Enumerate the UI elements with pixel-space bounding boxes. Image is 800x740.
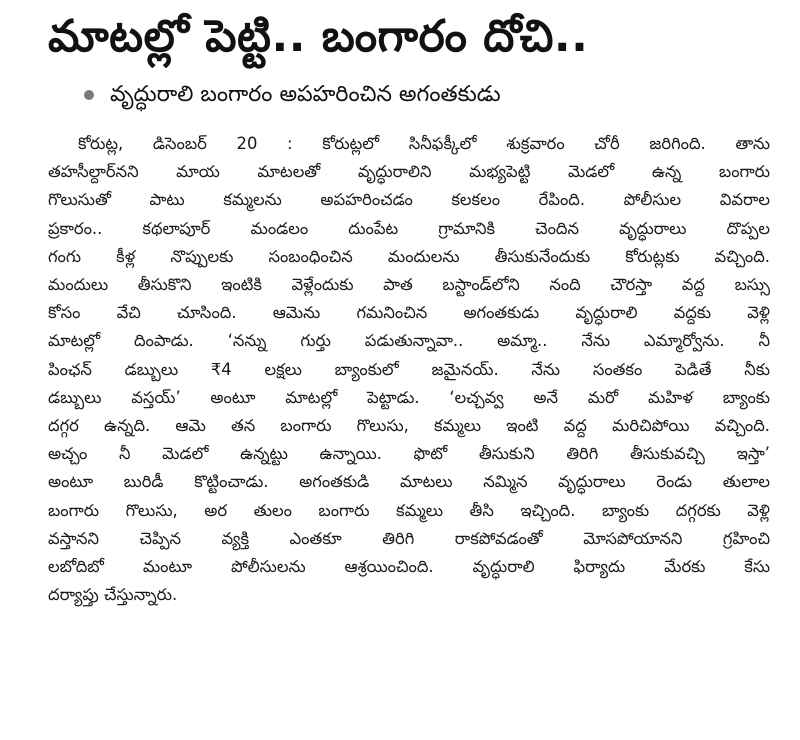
headline: మాటల్లో పెట్టి.. బంగారం దోచి..	[48, 11, 589, 62]
body-line: బంగారు గొలుసు, అర తులం బంగారు కమ్మలు తీసి ఇచ్చింది. బ్యాంకు దగ్గరకు వెళ్లి	[48, 500, 770, 520]
news-article	[48, 6, 770, 609]
body-line: దగ్గర ఉన్నది. ఆమె తన బంగారు గొలుసు, కమ్మలు ఇంటి వద్ద మరిచిపోయి వచ్చింది.	[48, 416, 770, 436]
subheadline-row	[48, 74, 770, 116]
body-line: వస్తానని చెప్పిన వ్యక్తి ఎంతకూ తిరిగి రాకపోవడంతో మోసపోయానని గ్రహించి	[48, 528, 770, 548]
body-line: మందులు తీసుకొని ఇంటికి వెళ్లేందుకు పాత బస్టాండ్‌లోని నంది చౌరస్తా వద్ద బస్సు	[48, 275, 770, 295]
body-line: దర్యాప్తు చేస్తున్నారు.	[48, 585, 178, 605]
body-line: తహసీల్దార్‌నని మాయ మాటలతో వృద్ధురాలిని మభ్యపెట్టి మెడలో ఉన్న బంగారు	[48, 162, 770, 182]
body-line: ప్రకారం.. కథలాపూర్ మండలం దుంపేట గ్రామానికి చెందిన వృద్ధురాలు దొప్పల	[48, 218, 770, 238]
subheadline: వృద్ధురాలి బంగారం అపహరించిన అగంతకుడు	[110, 82, 501, 107]
body-line: గొలుసుతో పాటు కమ్మలను అపహరించడం కలకలం రేపింది. పోలీసుల వివరాల	[48, 190, 770, 210]
body-line: డబ్బులు వస్తయ్’ అంటూ మాటల్లో పెట్టాడు. ‘లచ్చవ్వ అనే మరో మహిళ బ్యాంకు	[48, 387, 770, 407]
body-line: మాటల్లో దింపాడు. ‘నన్ను గుర్తు పడుతున్నావా.. అమ్మా.. నేను ఎమ్మార్వోను. నీ	[48, 331, 770, 351]
article-body	[48, 130, 770, 609]
body-line: లబోదిబో మంటూ పోలీసులను ఆశ్రయించింది. వృద్ధురాలి ఫిర్యాదు మేరకు కేసు	[48, 557, 770, 577]
bullet-icon	[84, 90, 94, 100]
body-line: గంగు కీళ్ల నొప్పులకు సంబంధించిన మందులను తీసుకునేందుకు కోరుట్లకు వచ్చింది.	[48, 246, 770, 266]
body-line: కోసం వేచి చూసింది. ఆమెను గమనించిన అగంతకుడు వృద్ధురాలి వద్దకు వెళ్లి	[48, 303, 770, 323]
body-line: అంటూ బురిడీ కొట్టించాడు. అగంతకుడి మాటలు నమ్మిన వృద్ధురాలు రెండు తులాల	[48, 472, 770, 492]
body-line: కోరుట్ల, డిసెంబర్ 20 : కోరుట్లలో సినీఫక్కీలో శుక్రవారం చోరీ జరిగింది. తాను	[78, 134, 770, 153]
body-line: పింఛన్ డబ్బులు ₹4 లక్షలు బ్యాంకులో జమైనయ్. నేను సంతకం పెడితే నీకు	[48, 359, 770, 379]
body-line: అచ్చం నీ మెడలో ఉన్నట్టు ఉన్నాయి. ఫొటో తీసుకుని తిరిగి తీసుకువచ్చి ఇస్తా’	[48, 444, 770, 464]
